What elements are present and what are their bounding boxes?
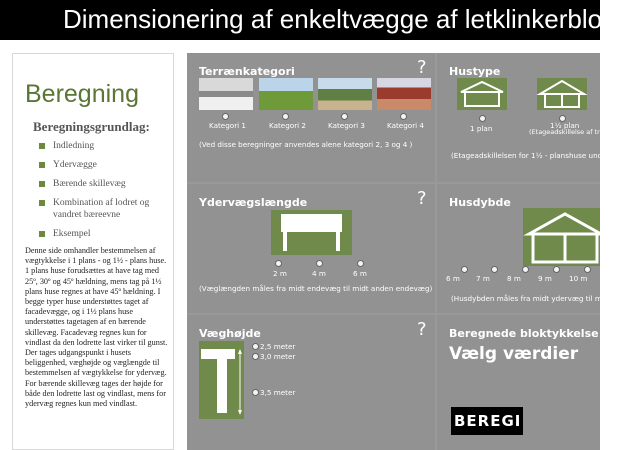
square-bullet-icon [39, 162, 45, 168]
wall-length-title: Ydervægslængde [199, 196, 308, 209]
wall-length-note: (Væglængden måles fra midt endevæg til midt anden endevæg) [199, 284, 433, 293]
sidebar-item-indledning[interactable] [39, 140, 175, 152]
wall-height-label-3-0: 3,0 meter [260, 352, 296, 361]
house-depth-title: Husdybde [449, 196, 511, 209]
terrain-label-3: Kategori 3 [328, 121, 366, 130]
housetype-title: Hustype [449, 65, 501, 78]
terrain-radio-2[interactable] [282, 113, 289, 120]
house-depth-label-8m: 8 m [507, 274, 521, 283]
wall-length-label-4m: 4 m [312, 269, 326, 278]
housetype-label-1: 1 plan [470, 124, 493, 133]
housetype-panel [437, 53, 640, 182]
terrain-radio-4[interactable] [400, 113, 407, 120]
housetype-label-2-sub: (Etageadskillelse af træbjælkelag) [529, 128, 640, 136]
beregn-logo[interactable]: BEREGI [451, 407, 523, 435]
calculator-grid [187, 53, 640, 450]
sidebar-item-label: Indledning [53, 141, 95, 151]
result-value: Vælg værdier [449, 344, 579, 364]
sidebar-item-label: Kombination af lodret og vandret bæreevne [53, 198, 150, 220]
one-half-plan-house-icon[interactable] [537, 78, 587, 110]
house-depth-diagram-icon [523, 208, 600, 266]
sidebar-item-eksempel[interactable] [39, 228, 175, 240]
result-panel [437, 315, 600, 450]
house-depth-radio-6m[interactable] [461, 266, 468, 273]
sidebar-description [25, 246, 173, 409]
terrain-photo-3[interactable] [318, 78, 372, 110]
housetype-radio-1[interactable] [479, 115, 486, 122]
one-plan-house-icon[interactable] [457, 78, 507, 110]
help-icon[interactable]: ? [417, 57, 427, 78]
sidebar-item-label: Eksempel [53, 229, 91, 239]
house-depth-note: (Husdybden måles fra midt ydervæg til m [451, 294, 602, 303]
page-title: Dimensionering af enkeltvægge af letklinkerblo [63, 4, 603, 34]
terrain-label-1: Kategori 1 [209, 121, 247, 130]
wall-length-radio-4m[interactable] [316, 260, 323, 267]
wall-height-label-2-5: 2,5 meter [260, 342, 296, 351]
terrain-panel [187, 53, 435, 182]
wall-length-diagram-icon [271, 210, 352, 255]
sidebar-item-kombination[interactable] [39, 197, 175, 221]
result-title: Beregnede bloktykkelse [449, 327, 599, 340]
house-depth-radio-9m[interactable] [553, 266, 560, 273]
wall-height-radio-2-5[interactable] [252, 343, 259, 350]
terrain-title: Terrænkategori [199, 65, 295, 78]
terrain-radio-1[interactable] [222, 113, 229, 120]
terrain-photo-1[interactable] [199, 78, 253, 110]
wall-length-radio-2m[interactable] [275, 260, 282, 267]
wall-height-label-3-5: 3,5 meter [260, 388, 296, 397]
terrain-photo-2[interactable] [259, 78, 313, 110]
description-paragraph: 1 plans huse forudsættes at have tag med 25º, 30º og 45º hældning, mens tag på 1½ plans huse regnes at have 45º hældning. I begge typer huse understøttes taget af facadevægge, og i 1½ plans huse understøttes tagetagen af en bærende skillevæg. Facadevæg regnes kun for vindlast da den lodrette last virker til gunst. Der tages udgangspunkt i husets beliggenhed, væghøjde og væglængde til bestemmelsen af vægtykkelse for ydervæg. [25, 266, 168, 378]
wall-length-label-2m: 2 m [273, 269, 287, 278]
house-depth-label-6m: 6 m [446, 274, 460, 283]
terrain-label-2: Kategori 2 [269, 121, 307, 130]
description-paragraph: Denne side omhandler bestemmelsen af vægtykkelse i 1 plans - og 1½ - plans huse. [25, 246, 167, 266]
help-icon[interactable]: ? [417, 188, 427, 209]
sidebar-item-label: Bærende skillevæg [53, 179, 126, 189]
sidebar-title: Beregning [25, 80, 139, 108]
terrain-label-4: Kategori 4 [387, 121, 425, 130]
wall-length-panel [187, 184, 435, 313]
housetype-note: (Etageadskillelsen for 1½ - planshuse und [451, 151, 603, 160]
terrain-note: (Ved disse beregninger anvendes alene kategori 2, 3 og 4 ) [199, 140, 413, 149]
house-depth-label-9m: 9 m [538, 274, 552, 283]
sidebar-item-baerende-skillevaeg[interactable] [39, 178, 175, 190]
housetype-label-2: 1½ plan [550, 121, 580, 130]
sidebar-subtitle: Beregningsgrundlag: [33, 119, 150, 134]
help-icon[interactable]: ? [417, 319, 427, 340]
wall-height-radio-3-0[interactable] [252, 353, 259, 360]
wall-length-radio-6m[interactable] [357, 260, 364, 267]
wall-length-label-6m: 6 m [353, 269, 367, 278]
square-bullet-icon [39, 200, 45, 206]
square-bullet-icon [39, 231, 45, 237]
wall-height-diagram-icon [199, 341, 244, 419]
sidebar [12, 53, 174, 450]
sidebar-nav [39, 140, 175, 247]
description-paragraph: For bærende skillevæg tages der højde for både den lodrette last og vindlast, mens for ydervæg regnes kun med vindlast. [25, 378, 166, 409]
terrain-radio-3[interactable] [341, 113, 348, 120]
wall-height-panel [187, 315, 435, 450]
house-depth-label-10m: 10 m [569, 274, 588, 283]
terrain-photo-4[interactable] [377, 78, 431, 110]
square-bullet-icon [39, 181, 45, 187]
house-depth-radio-7m[interactable] [491, 266, 498, 273]
house-depth-radio-8m[interactable] [522, 266, 529, 273]
square-bullet-icon [39, 143, 45, 149]
wall-height-radio-3-5[interactable] [252, 389, 259, 396]
house-depth-label-7m: 7 m [476, 274, 490, 283]
house-depth-radio-10m[interactable] [584, 266, 591, 273]
wall-height-title: Væghøjde [199, 327, 261, 340]
sidebar-item-ydervaegge[interactable] [39, 159, 175, 171]
header-bar [0, 0, 603, 40]
sidebar-item-label: Ydervægge [53, 160, 97, 170]
house-depth-panel [437, 184, 600, 313]
